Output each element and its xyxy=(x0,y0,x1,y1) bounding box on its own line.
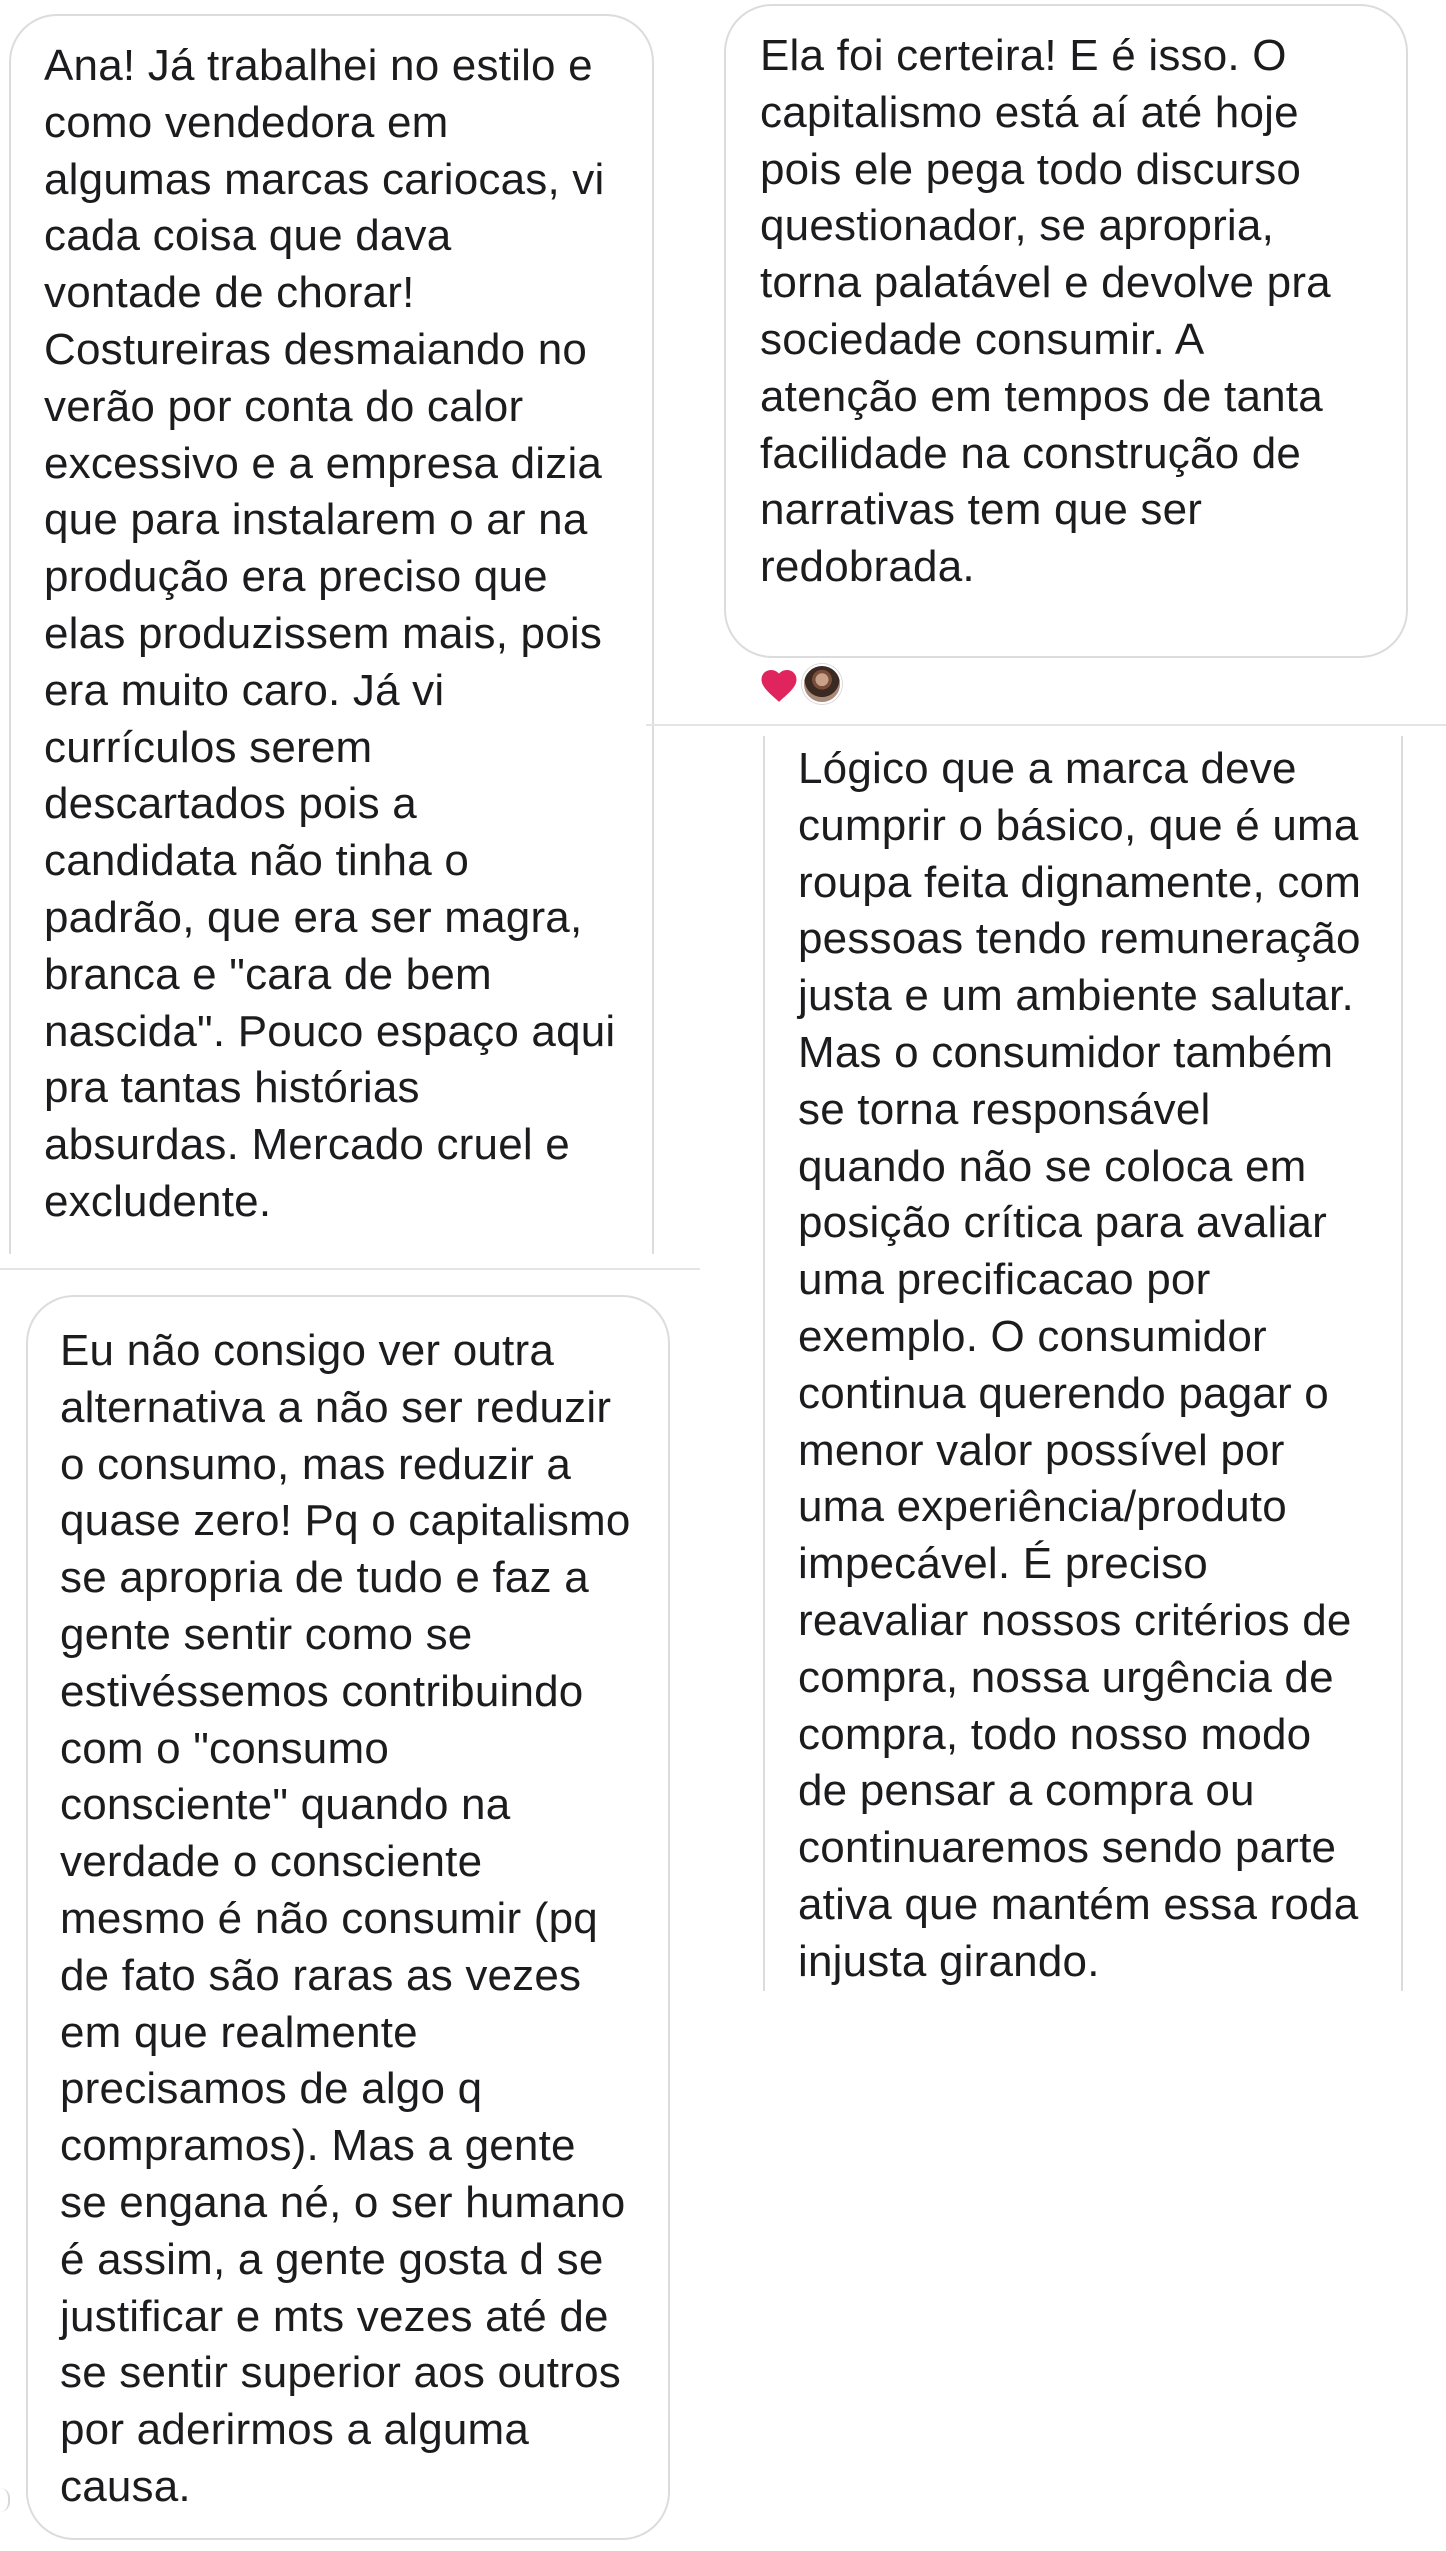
message-bubble-right-top[interactable] xyxy=(724,4,1408,658)
message-text: Ana! Já trabalhei no estilo e como vendedora em algumas marcas cariocas, vi cada coisa que dava vontade de chorar! Costureiras desmaiando no verão por conta do calor excessivo e a empresa dizia que para instalarem o ar na produção era preciso que elas produzissem mais, pois era muito caro. Já vi currículos serem descartados pois a candidata não tinha o padrão, que era ser magra, branca e "cara de bem nascida". Pouco espaço aqui pra tantas histórias absurdas. Mercado cruel e excludente. xyxy=(44,41,616,1226)
message-text: Eu não consigo ver outra alternativa a não ser reduzir o consumo, mas reduzir a quase zero! Pq o capitalismo se apropria de tudo e faz a gente sentir como se estivéssemos contribuindo com o "consumo consciente" quando na verdade o consciente mesmo é não consumir (pq de fato são raras as vezes em que realmente precisamos de algo q compramos). Mas a gente se engana né, o ser humano é assim, a gente gosta d se justificar e mts vezes até de se sentir superior aos outros por aderirmos a alguma causa. xyxy=(60,1326,631,2511)
screenshot-divider xyxy=(0,1268,700,1270)
heart-icon xyxy=(758,664,800,704)
message-bubble-left-bottom[interactable] xyxy=(26,1295,670,2540)
message-text: Lógico que a marca deve cumprir o básico, que é uma roupa feita dignamente, com pessoas tendo remuneração justa e um ambiente salutar. Mas o consumidor também se torna responsável quando não se coloca em posição crítica para avaliar uma precificacao por exemplo. O consumidor continua querendo pagar o menor valor possível por uma experiência/produto impecável. É preciso reavaliar nossos critérios de compra, nossa urgência de compra, todo nosso modo de pensar a compra ou continuaremos sendo parte ativa que mantém essa roda injusta girando. xyxy=(798,744,1362,1986)
message-reactions[interactable] xyxy=(758,662,842,706)
message-bubble-left-top[interactable] xyxy=(9,14,654,1254)
avatar[interactable] xyxy=(802,664,842,704)
message-text: Ela foi certeira! E é isso. O capitalismo está aí até hoje pois ele pega todo discurso questionador, se apropria, torna palatável e devolve pra sociedade consumir. A atenção em tempos de tanta facilidade na construção de narrativas tem que ser redobrada. xyxy=(760,31,1331,592)
message-bubble-right-bottom[interactable] xyxy=(763,736,1403,1991)
screenshot-divider xyxy=(646,724,1446,726)
partial-bubble-edge xyxy=(0,2488,10,2512)
